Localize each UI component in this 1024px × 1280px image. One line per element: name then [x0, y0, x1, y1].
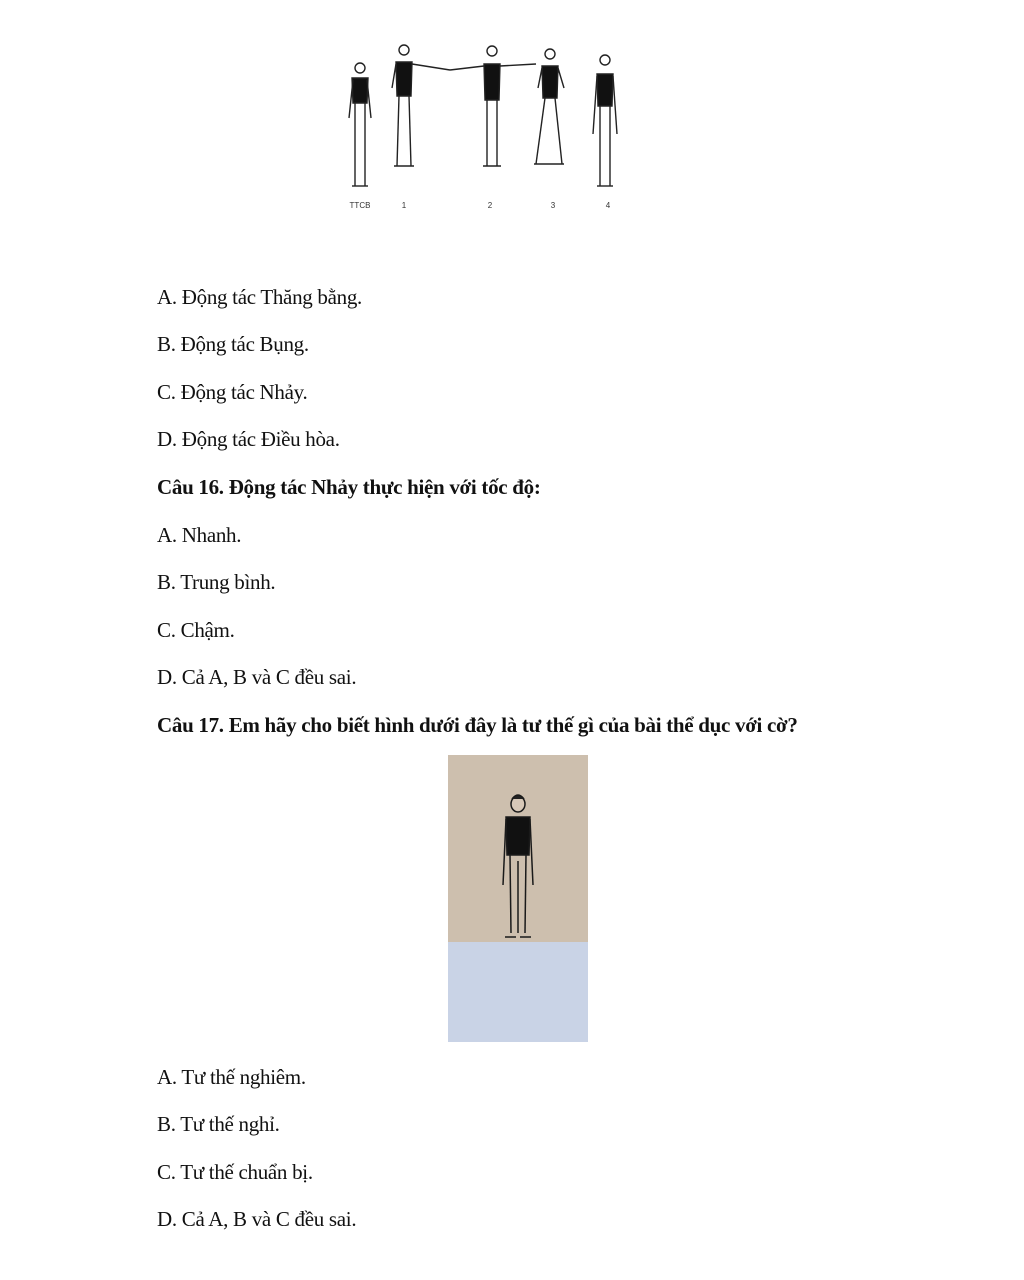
q16-option-a: A. Nhanh.	[157, 523, 242, 547]
figure-label-4: 4	[605, 201, 611, 210]
exercise-sequence-figure	[340, 38, 625, 218]
figure-label-2: 2	[487, 201, 493, 210]
figure-4	[593, 55, 617, 186]
q16-option-b: B. Trung bình.	[157, 570, 276, 594]
q17-option-a: A. Tư thế nghiêm.	[157, 1065, 306, 1089]
q15-option-d: D. Động tác Điều hòa.	[157, 427, 340, 451]
q15-option-c: C. Động tác Nhảy.	[157, 380, 308, 404]
figure-1	[392, 45, 450, 166]
q17-option-b: B. Tư thế nghỉ.	[157, 1112, 280, 1136]
q15-option-a: A. Động tác Thăng bằng.	[157, 285, 362, 309]
figure-label-1: 1	[401, 201, 407, 210]
q17-option-c: C. Tư thế chuẩn bị.	[157, 1160, 313, 1184]
q16-option-c: C. Chậm.	[157, 618, 235, 642]
figure-2	[450, 46, 536, 166]
figure-3	[534, 49, 564, 164]
q17-question: Câu 17. Em hãy cho biết hình dưới đây là tư thế gì của bài thể dục với cờ?	[157, 713, 798, 737]
q15-option-b: B. Động tác Bụng.	[157, 332, 309, 356]
figure-ttcb	[349, 63, 371, 186]
attention-posture-photo	[448, 755, 588, 1042]
q16-option-d: D. Cả A, B và C đều sai.	[157, 665, 357, 689]
q17-option-d: D. Cả A, B và C đều sai.	[157, 1207, 357, 1231]
figure-label-ttcb: TTCB	[349, 201, 371, 210]
figure-label-3: 3	[550, 201, 556, 210]
q16-question: Câu 16. Động tác Nhảy thực hiện với tốc độ:	[157, 475, 541, 499]
